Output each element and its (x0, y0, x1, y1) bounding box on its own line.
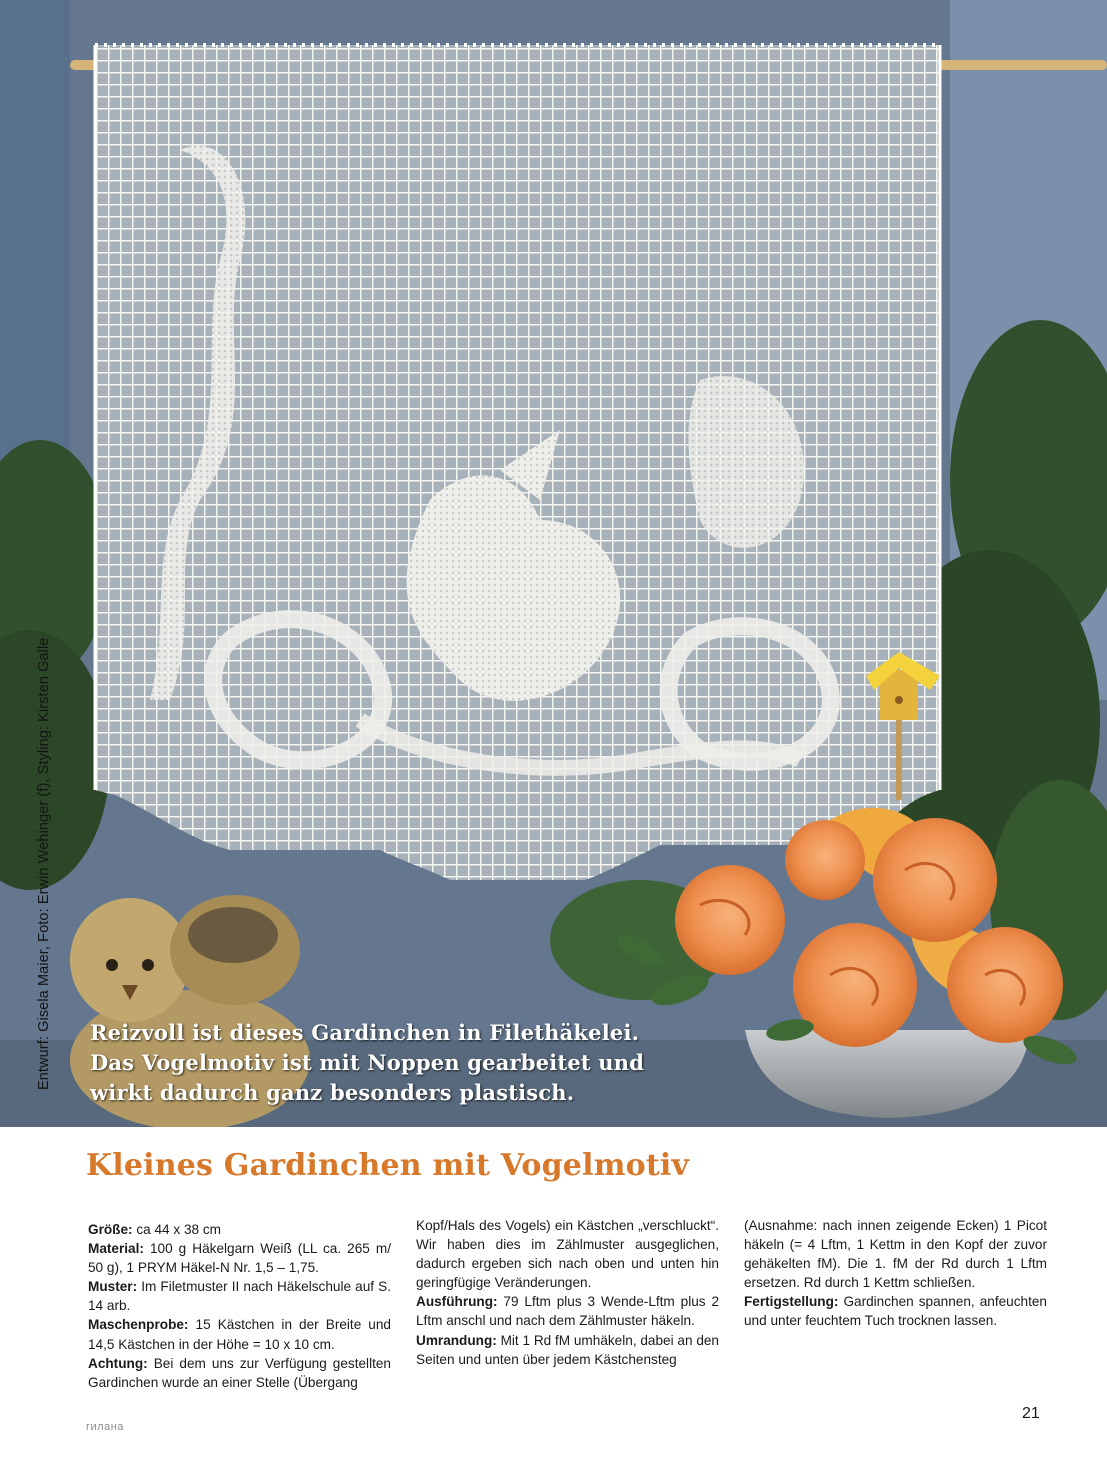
text-column-2 (416, 1216, 719, 1369)
execution-text: 79 Lftm plus 3 Wende-Lftm plus 2 Lftm anschl und nach dem Zählmuster häkeln. (416, 1294, 719, 1329)
execution-paragraph (416, 1292, 719, 1330)
photo-credit: Entwurf: Gisela Maier, Foto: Erwin Wehinger (f), Styling: Kirsten Galle (36, 637, 52, 1090)
border-text: Mit 1 Rd fM umhäkeln, dabei an den Seiten und unten über jedem Kästchensteg (416, 1332, 719, 1367)
finishing-text: Gardinchen spannen, anfeuchten und unter feuchtem Tuch trocknen lassen. (744, 1294, 1047, 1329)
text-column-1 (88, 1220, 391, 1392)
attention-label: Achtung: (88, 1355, 148, 1371)
finishing-paragraph (744, 1292, 1047, 1330)
size-text: ca 44 x 38 cm (132, 1222, 221, 1237)
finishing-label: Fertigstellung: (744, 1294, 839, 1310)
caption-line: Das Vogelmotiv ist mit Noppen gearbeitet und (90, 1050, 645, 1075)
border-label: Umrandung: (416, 1332, 497, 1348)
material-label: Material: (88, 1241, 144, 1257)
photo-caption (90, 1018, 730, 1108)
border-paragraph (416, 1331, 719, 1369)
pattern-paragraph (88, 1277, 391, 1315)
gauge-label: Maschenprobe: (88, 1317, 189, 1333)
material-text: 100 g Häkelgarn Weiß (LL ca. 265 m/ 50 g), 1 PRYM Häkel-N Nr. 1,5 – 1,75. (88, 1241, 391, 1276)
execution-label: Ausführung: (416, 1294, 498, 1310)
page-number: 21 (1022, 1405, 1040, 1422)
gauge-paragraph (88, 1315, 391, 1353)
attention-paragraph (88, 1354, 391, 1392)
caption-line: Reizvoll ist dieses Gardinchen in Filethäkelei. (90, 1020, 640, 1045)
caption-line: wirkt dadurch ganz besonders plastisch. (90, 1080, 575, 1105)
text-column-3 (744, 1216, 1047, 1331)
attention-text: Bei dem uns zur Verfügung gestellten Gardinchen wurde an einer Stelle (Übergang (88, 1355, 391, 1390)
continuation-paragraph: (Ausnahme: nach innen zeigende Ecken) 1 Picot häkeln (= 4 Lftm, 1 Kettm in den Kopf der zuvor gehäkelten fM). Die 1. fM der Rd durch 1 Lftm ersetzen. Rd durch 1 Kettm schließen. (744, 1218, 1047, 1291)
article-title: Kleines Gardinchen mit Vogelmotiv (86, 1148, 690, 1183)
size-paragraph (88, 1220, 391, 1239)
watermark: гилана (86, 1421, 124, 1433)
size-label: Größe: (88, 1222, 133, 1237)
crochet-curtain (95, 45, 940, 880)
gauge-text: 15 Kästchen in der Breite und 14,5 Kästchen in der Höhe = 10 x 10 cm. (88, 1317, 391, 1352)
pattern-text: Im Filetmuster II nach Häkelschule auf S. 14 arb. (88, 1279, 391, 1314)
pattern-label: Muster: (88, 1279, 138, 1295)
material-paragraph (88, 1239, 391, 1277)
continuation-paragraph: Kopf/Hals des Vogels) ein Kästchen „verschluckt“. Wir haben dies im Zählmuster ausgeglichen, dadurch ergeben sich nach oben und unten hin geringfügige Veränderungen. (416, 1218, 719, 1291)
